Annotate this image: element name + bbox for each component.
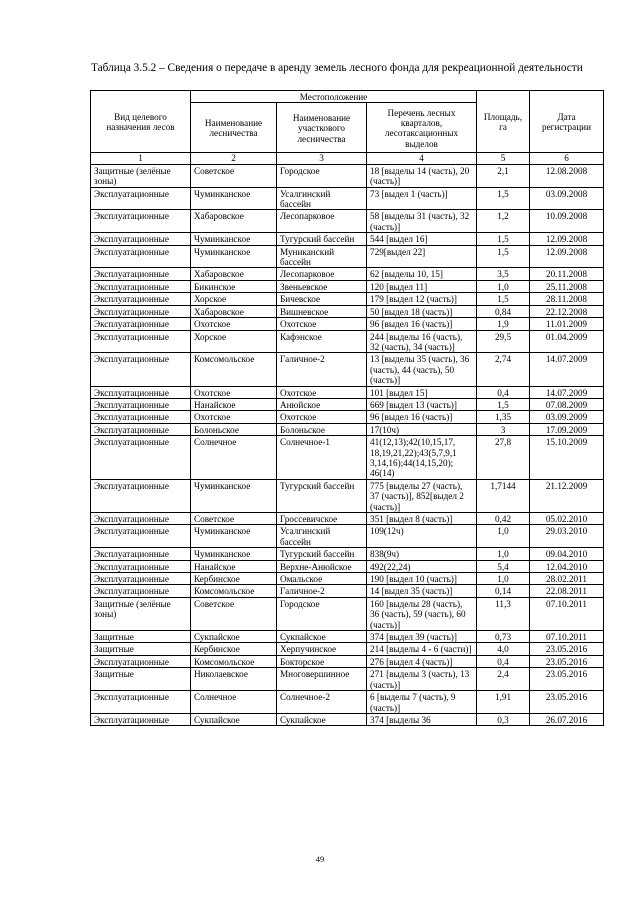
cell-purpose: Эксплуатационные — [91, 655, 191, 667]
cell-purpose: Эксплуатационные — [91, 210, 191, 233]
cell-blocks: 374 [выдел 39 (часть)] — [367, 631, 477, 643]
cell-area: 1,2 — [477, 210, 530, 233]
table-row — [91, 411, 604, 423]
header-date: Дата регистрации — [530, 91, 604, 153]
cell-forestry: Чуминканское — [191, 525, 277, 548]
cell-blocks: 41(12,13);42(10,15,17, 18,19,21,22);43(5,7,9,1 3,14,16);44(14,15,20); 46(14) — [367, 436, 477, 480]
table-row — [91, 233, 604, 245]
cell-area: 2,4 — [477, 668, 530, 691]
cell-purpose: Эксплуатационные — [91, 353, 191, 386]
table-row — [91, 164, 604, 187]
table-row — [91, 585, 604, 597]
cell-purpose: Эксплуатационные — [91, 233, 191, 245]
cell-area: 1,5 — [477, 233, 530, 245]
cell-district: Верхне-Анюйское — [277, 560, 367, 572]
cell-date: 12.09.2008 — [530, 233, 604, 245]
cell-forestry: Кербинское — [191, 573, 277, 585]
cell-date: 14.07.2009 — [530, 386, 604, 398]
cell-forestry: Советское — [191, 597, 277, 630]
cell-blocks: 6 [выделы 7 (часть), 9 (часть)] — [367, 691, 477, 714]
cell-district: Сукпайское — [277, 713, 367, 725]
cell-area: 11,3 — [477, 597, 530, 630]
col-number: 3 — [277, 153, 367, 164]
cell-blocks: 58 [выделы 31 (часть), 32 (часть)] — [367, 210, 477, 233]
cell-forestry: Чуминканское — [191, 245, 277, 268]
cell-forestry: Охотское — [191, 318, 277, 330]
cell-district: Болоньское — [277, 423, 367, 435]
cell-date: 26.07.2016 — [530, 713, 604, 725]
cell-forestry: Советское — [191, 164, 277, 187]
cell-date: 10.09.2008 — [530, 210, 604, 233]
table-row — [91, 713, 604, 725]
header-blocks: Перечень лесных кварталов, лесотаксационных выделов — [367, 103, 477, 153]
table-row — [91, 386, 604, 398]
cell-forestry: Охотское — [191, 411, 277, 423]
col-number: 2 — [191, 153, 277, 164]
cell-area: 0,73 — [477, 631, 530, 643]
cell-date: 23.05.2016 — [530, 643, 604, 655]
table-row — [91, 525, 604, 548]
table-row — [91, 423, 604, 435]
lease-table — [90, 90, 604, 726]
cell-forestry: Комсомольское — [191, 585, 277, 597]
cell-area: 1,9 — [477, 318, 530, 330]
cell-date: 14.07.2009 — [530, 353, 604, 386]
cell-area: 0,4 — [477, 655, 530, 667]
cell-blocks: 544 [выдел 16] — [367, 233, 477, 245]
cell-blocks: 109(12ч) — [367, 525, 477, 548]
cell-purpose: Эксплуатационные — [91, 398, 191, 410]
cell-area: 0,4 — [477, 386, 530, 398]
cell-blocks: 244 [выделы 16 (часть), 32 (часть), 34 (часть)] — [367, 330, 477, 353]
cell-purpose: Защитные — [91, 668, 191, 691]
cell-purpose: Защитные (зелёные зоны) — [91, 164, 191, 187]
table-row — [91, 643, 604, 655]
cell-district: Городское — [277, 597, 367, 630]
cell-forestry: Комсомольское — [191, 655, 277, 667]
cell-date: 15.10.2009 — [530, 436, 604, 480]
cell-date: 03.09.2009 — [530, 411, 604, 423]
header-forestry: Наименование лесничества — [191, 103, 277, 153]
cell-area: 1,5 — [477, 187, 530, 210]
cell-purpose: Эксплуатационные — [91, 423, 191, 435]
cell-area: 27,8 — [477, 436, 530, 480]
cell-purpose: Эксплуатационные — [91, 513, 191, 525]
cell-forestry: Хорское — [191, 293, 277, 305]
cell-blocks: 374 [выделы 36 — [367, 713, 477, 725]
cell-purpose: Эксплуатационные — [91, 330, 191, 353]
cell-district: Омальское — [277, 573, 367, 585]
table-row — [91, 655, 604, 667]
cell-forestry: Чуминканское — [191, 479, 277, 512]
cell-purpose: Защитные (зелёные зоны) — [91, 597, 191, 630]
cell-district: Солнечное-1 — [277, 436, 367, 480]
table-row — [91, 631, 604, 643]
cell-area: 1,0 — [477, 280, 530, 292]
cell-district: Усалгинский бассейн — [277, 187, 367, 210]
cell-blocks: 276 [выдел 4 (часть)] — [367, 655, 477, 667]
cell-area: 1,35 — [477, 411, 530, 423]
cell-district: Вишневское — [277, 305, 367, 317]
cell-forestry: Кербинское — [191, 643, 277, 655]
header-purpose: Вид целевого назначения лесов — [91, 91, 191, 153]
cell-blocks: 96 [выдел 16 (часть)] — [367, 411, 477, 423]
cell-district: Солнечное-2 — [277, 691, 367, 714]
cell-purpose: Эксплуатационные — [91, 268, 191, 280]
table-row — [91, 187, 604, 210]
cell-blocks: 729[выдел 22] — [367, 245, 477, 268]
cell-area: 29,5 — [477, 330, 530, 353]
table-row — [91, 268, 604, 280]
cell-forestry: Советское — [191, 513, 277, 525]
cell-purpose: Защитные — [91, 631, 191, 643]
cell-blocks: 179 [выдел 12 (часть)] — [367, 293, 477, 305]
cell-date: 12.09.2008 — [530, 245, 604, 268]
cell-district: Гроссевичское — [277, 513, 367, 525]
cell-area: 1,5 — [477, 293, 530, 305]
cell-date: 21.12.2009 — [530, 479, 604, 512]
cell-purpose: Эксплуатационные — [91, 293, 191, 305]
cell-area: 0,84 — [477, 305, 530, 317]
cell-purpose: Эксплуатационные — [91, 573, 191, 585]
cell-district: Бокторское — [277, 655, 367, 667]
cell-forestry: Сукпайское — [191, 631, 277, 643]
cell-district: Муниканский бассейн — [277, 245, 367, 268]
table-row — [91, 573, 604, 585]
cell-blocks: 351 [выдел 8 (часть)] — [367, 513, 477, 525]
cell-blocks: 96 [выдел 16 (часть)] — [367, 318, 477, 330]
cell-district: Лесопарковое — [277, 210, 367, 233]
cell-area: 1,0 — [477, 525, 530, 548]
cell-date: 22.08.2011 — [530, 585, 604, 597]
cell-forestry: Солнечное — [191, 436, 277, 480]
cell-purpose: Эксплуатационные — [91, 187, 191, 210]
cell-district: Охотское — [277, 386, 367, 398]
cell-forestry: Чуминканское — [191, 548, 277, 560]
cell-date: 23.05.2016 — [530, 655, 604, 667]
cell-forestry: Николаевское — [191, 668, 277, 691]
cell-blocks: 17(10ч) — [367, 423, 477, 435]
cell-forestry: Бикинское — [191, 280, 277, 292]
cell-purpose: Эксплуатационные — [91, 713, 191, 725]
cell-forestry: Сукпайское — [191, 713, 277, 725]
cell-area: 2,1 — [477, 164, 530, 187]
cell-date: 09.04.2010 — [530, 548, 604, 560]
cell-district: Городское — [277, 164, 367, 187]
cell-purpose: Эксплуатационные — [91, 411, 191, 423]
cell-date: 07.08.2009 — [530, 398, 604, 410]
cell-purpose: Эксплуатационные — [91, 525, 191, 548]
col-number: 6 — [530, 153, 604, 164]
cell-district: Звеньевское — [277, 280, 367, 292]
cell-area: 2,74 — [477, 353, 530, 386]
cell-district: Сукпайское — [277, 631, 367, 643]
table-row — [91, 597, 604, 630]
cell-blocks: 160 [выделы 28 (часть), 36 (часть), 59 (часть), 60 (часть)] — [367, 597, 477, 630]
cell-date: 22.12.2008 — [530, 305, 604, 317]
cell-forestry: Комсомольское — [191, 353, 277, 386]
cell-purpose: Эксплуатационные — [91, 386, 191, 398]
cell-forestry: Хорское — [191, 330, 277, 353]
cell-district: Тугурский бассейн — [277, 548, 367, 560]
cell-forestry: Чуминканское — [191, 233, 277, 245]
cell-blocks: 62 [выделы 10, 15] — [367, 268, 477, 280]
table-row — [91, 479, 604, 512]
table-row — [91, 513, 604, 525]
cell-blocks: 775 [выделы 27 (часть), 37 (часть)], 852[выдел 2 (часть)] — [367, 479, 477, 512]
cell-district: Охотское — [277, 411, 367, 423]
cell-blocks: 669 [выдел 13 (часть)] — [367, 398, 477, 410]
col-number: 1 — [91, 153, 191, 164]
cell-date: 20.11.2008 — [530, 268, 604, 280]
cell-date: 03.09.2008 — [530, 187, 604, 210]
cell-area: 0,42 — [477, 513, 530, 525]
cell-area: 0,3 — [477, 713, 530, 725]
cell-blocks: 50 [выдел 18 (часть)] — [367, 305, 477, 317]
cell-district: Анюйское — [277, 398, 367, 410]
cell-district: Лесопарковое — [277, 268, 367, 280]
table-body — [91, 164, 604, 726]
cell-date: 23.05.2016 — [530, 668, 604, 691]
cell-purpose: Эксплуатационные — [91, 245, 191, 268]
col-number: 4 — [367, 153, 477, 164]
cell-district: Бичевское — [277, 293, 367, 305]
cell-district: Тугурский бассейн — [277, 233, 367, 245]
cell-forestry: Хабаровское — [191, 210, 277, 233]
table-row — [91, 318, 604, 330]
cell-area: 3 — [477, 423, 530, 435]
cell-blocks: 838(9ч) — [367, 548, 477, 560]
cell-area: 0,14 — [477, 585, 530, 597]
cell-area: 1,7144 — [477, 479, 530, 512]
table-row — [91, 668, 604, 691]
table-header — [91, 91, 604, 165]
cell-purpose: Защитные — [91, 643, 191, 655]
cell-date: 05.02.2010 — [530, 513, 604, 525]
cell-date: 23.05.2016 — [530, 691, 604, 714]
cell-purpose: Эксплуатационные — [91, 585, 191, 597]
cell-date: 12.04.2010 — [530, 560, 604, 572]
table-row — [91, 353, 604, 386]
cell-forestry: Хабаровское — [191, 305, 277, 317]
header-location: Местоположение — [191, 91, 477, 103]
header-district: Наименование участкового лесничества — [277, 103, 367, 153]
cell-blocks: 492(22,24) — [367, 560, 477, 572]
page-number: 49 — [315, 854, 325, 864]
cell-area: 1,5 — [477, 398, 530, 410]
table-row — [91, 691, 604, 714]
table-row — [91, 305, 604, 317]
table-row — [91, 436, 604, 480]
cell-forestry: Нанайское — [191, 398, 277, 410]
cell-purpose: Эксплуатационные — [91, 305, 191, 317]
cell-district: Кафэнское — [277, 330, 367, 353]
cell-purpose: Эксплуатационные — [91, 280, 191, 292]
cell-date: 28.02.2011 — [530, 573, 604, 585]
cell-district: Усалгинский бассейн — [277, 525, 367, 548]
cell-area: 1,0 — [477, 548, 530, 560]
cell-area: 1,0 — [477, 573, 530, 585]
cell-blocks: 18 [выделы 14 (часть), 20 (часть)] — [367, 164, 477, 187]
cell-blocks: 14 [выдел 35 (часть)] — [367, 585, 477, 597]
cell-date: 25.11.2008 — [530, 280, 604, 292]
cell-date: 07.10.2011 — [530, 597, 604, 630]
cell-forestry: Чуминканское — [191, 187, 277, 210]
cell-area: 4,0 — [477, 643, 530, 655]
cell-forestry: Солнечное — [191, 691, 277, 714]
cell-forestry: Болоньское — [191, 423, 277, 435]
cell-area: 1,91 — [477, 691, 530, 714]
cell-purpose: Эксплуатационные — [91, 560, 191, 572]
cell-district: Галичное-2 — [277, 353, 367, 386]
cell-purpose: Эксплуатационные — [91, 548, 191, 560]
cell-district: Охотское — [277, 318, 367, 330]
table-caption: Таблица 3.5.2 – Сведения о передаче в аренду земель лесного фонда для рекреационной деятельности — [91, 62, 583, 74]
cell-date: 29.03.2010 — [530, 525, 604, 548]
cell-district: Херпучинское — [277, 643, 367, 655]
cell-area: 5,4 — [477, 560, 530, 572]
cell-district: Многовершинное — [277, 668, 367, 691]
cell-date: 17.09.2009 — [530, 423, 604, 435]
header-area: Площадь, га — [477, 91, 530, 153]
cell-forestry: Нанайское — [191, 560, 277, 572]
cell-blocks: 120 [выдел 11] — [367, 280, 477, 292]
cell-purpose: Эксплуатационные — [91, 479, 191, 512]
cell-blocks: 73 [выдел 1 (часть)] — [367, 187, 477, 210]
table-row — [91, 560, 604, 572]
column-number-row — [91, 153, 604, 164]
table-row — [91, 398, 604, 410]
cell-area: 3,5 — [477, 268, 530, 280]
table-row — [91, 210, 604, 233]
cell-date: 12.08.2008 — [530, 164, 604, 187]
cell-purpose: Эксплуатационные — [91, 691, 191, 714]
cell-date: 01.04.2009 — [530, 330, 604, 353]
cell-blocks: 13 [выделы 35 (часть), 36 (часть), 44 (часть), 50 (часть)] — [367, 353, 477, 386]
table-row — [91, 280, 604, 292]
cell-blocks: 190 [выдел 10 (часть)] — [367, 573, 477, 585]
cell-forestry: Хабаровское — [191, 268, 277, 280]
cell-date: 11.01.2009 — [530, 318, 604, 330]
col-number: 5 — [477, 153, 530, 164]
cell-area: 1,5 — [477, 245, 530, 268]
cell-date: 07.10.2011 — [530, 631, 604, 643]
cell-blocks: 271 [выделы 3 (часть), 13 (часть)] — [367, 668, 477, 691]
cell-purpose: Эксплуатационные — [91, 436, 191, 480]
cell-forestry: Охотское — [191, 386, 277, 398]
cell-date: 28.11.2008 — [530, 293, 604, 305]
table-row — [91, 245, 604, 268]
table-row — [91, 293, 604, 305]
cell-purpose: Эксплуатационные — [91, 318, 191, 330]
table-row — [91, 548, 604, 560]
table-row — [91, 330, 604, 353]
cell-district: Тугурский бассейн — [277, 479, 367, 512]
cell-blocks: 214 [выделы 4 - 6 (части)] — [367, 643, 477, 655]
cell-district: Галичное-2 — [277, 585, 367, 597]
cell-blocks: 101 [выдел 15] — [367, 386, 477, 398]
